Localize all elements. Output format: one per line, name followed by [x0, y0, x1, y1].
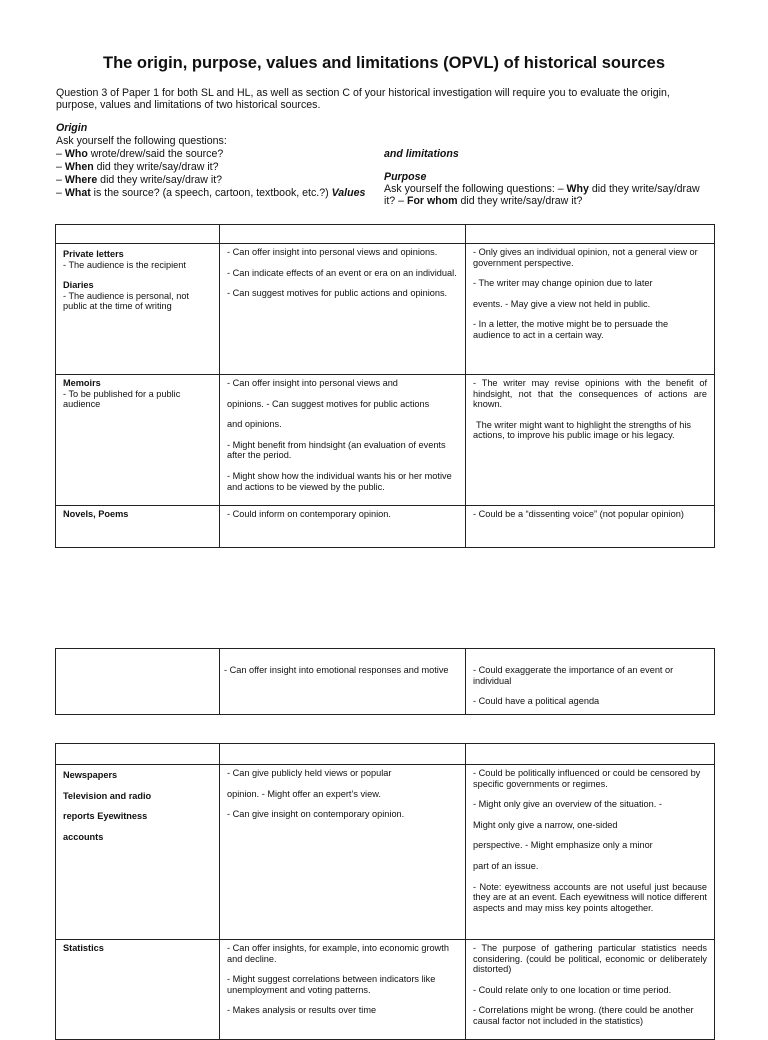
value-item: - Might benefit from hindsight (an evaluation of events after the period.: [227, 439, 446, 461]
limitation-item: events. - May give a view not held in public.: [473, 298, 651, 309]
limitation-item: - Could relate only to one location or time period.: [473, 984, 672, 995]
limitation-item: - Only gives an individual opinion, not a general view or government perspective.: [473, 247, 698, 268]
limitation-item: - Could exaggerate the importance of an event or individual: [473, 665, 674, 686]
values-cell: [220, 375, 466, 506]
source-cell: [56, 940, 220, 1040]
value-item: - Can indicate effects of an event or era on an individual.: [227, 267, 457, 278]
table-row: [56, 649, 715, 715]
source-title: accounts: [63, 831, 104, 842]
table-row: [56, 244, 715, 375]
origin-question-when: – When did they write/say/draw it?: [56, 161, 219, 173]
value-item: - Makes analysis or results over time: [227, 1005, 377, 1016]
source-title: reports Eyewitness: [63, 811, 148, 822]
origin-ask-text: Ask yourself the following questions:: [56, 135, 227, 147]
origin-section: [56, 122, 386, 200]
values-cell: [220, 244, 466, 375]
limitation-item: The writer might want to highlight the strengths of his actions, to improve his public image or his legacy.: [473, 419, 691, 441]
purpose-question-why: Ask yourself the following questions: – Why did they write/say/draw: [384, 183, 700, 195]
limitations-cell: [466, 506, 715, 548]
intro-paragraph: Question 3 of Paper 1 for both SL and HL, as well as section C of your historical investigation will require you to evaluate the origin, purpose, values and limitations of two historical sources.: [56, 87, 670, 111]
value-item: - Could inform on contemporary opinion.: [227, 509, 391, 519]
limitation-item: - Could be politically influenced or could be censored by specific governments or regimes.: [473, 768, 701, 789]
limitations-cell: [466, 649, 715, 715]
table-header-row: [56, 225, 715, 244]
limitations-cell: [466, 244, 715, 375]
purpose-heading: Purpose: [384, 171, 427, 183]
value-item: - Can offer insights, for example, into economic growth and decline.: [227, 943, 449, 964]
table-row: [56, 765, 715, 940]
value-item: opinions. - Can suggest motives for public actions: [227, 398, 430, 409]
limitation-item: part of an issue.: [473, 860, 539, 871]
purpose-question-for-whom: it? – For whom did they write/say/draw it?: [384, 195, 583, 207]
table-row: [56, 375, 715, 506]
opvl-table-3: [55, 743, 715, 1040]
source-title: Private letters: [63, 249, 124, 259]
page-title: The origin, purpose, values and limitations (OPVL) of historical sources: [102, 54, 665, 72]
source-cell: [56, 765, 220, 940]
source-note: - The audience is the recipient: [63, 259, 186, 270]
source-note: - To be published for a public audience: [63, 388, 181, 410]
value-item: - Can give publicly held views or popular: [227, 768, 392, 778]
table-row: [56, 940, 715, 1040]
source-note: - The audience is personal, not public at the time of writing: [63, 290, 189, 312]
values-cell: [220, 765, 466, 940]
value-item: - Might show how the individual wants his or her motive and actions to be viewed by the public.: [227, 470, 452, 492]
source-cell: [56, 506, 220, 548]
value-item: - Can offer insight into emotional responses and motive: [224, 665, 449, 675]
value-item: and opinions.: [227, 419, 282, 430]
limitation-item: perspective. - Might emphasize only a minor: [473, 840, 653, 851]
value-item: opinion. - Might offer an expert’s view.: [227, 788, 381, 799]
source-title: Diaries: [63, 280, 94, 291]
source-title: Memoirs: [63, 378, 101, 388]
opvl-table-2: [55, 648, 715, 715]
purpose-section: [384, 148, 714, 207]
table-row: [56, 506, 715, 548]
limitation-item: Might only give a narrow, one-sided: [473, 819, 618, 830]
values-cell: [220, 940, 466, 1040]
limitation-item: - The purpose of gathering particular statistics needs considering. (could be political, economic or deliberately distorted): [473, 943, 707, 975]
source-cell: [56, 375, 220, 506]
limitation-item: - Note: eyewitness accounts are not useful just because they are at an event. Each eyewitness will notice different aspects and may miss key points altogether.: [473, 881, 707, 913]
origin-question-what: – What is the source? (a speech, cartoon, textbook, etc.?) Values: [56, 187, 366, 199]
limitation-item: - The writer may revise opinions with the benefit of hindsight, not that the consequences of actions are known.: [473, 378, 707, 410]
values-cell: [220, 506, 466, 548]
limitation-item: - Could be a “dissenting voice” (not popular opinion): [473, 509, 684, 519]
limitations-cell: [466, 940, 715, 1040]
source-title: Novels, Poems: [63, 509, 129, 519]
opvl-table-1: [55, 224, 715, 548]
limitation-item: - Might only give an overview of the situation. -: [473, 799, 662, 810]
source-title: Statistics: [63, 943, 104, 953]
limitation-item: - The writer may change opinion due to later: [473, 278, 653, 289]
source-title: Newspapers: [63, 770, 118, 780]
value-item: - Can give insight on contemporary opinion.: [227, 809, 405, 820]
values-cell: [220, 649, 466, 715]
limitations-cell: [466, 375, 715, 506]
origin-heading: Origin: [56, 122, 88, 134]
value-item: - Might suggest correlations between indicators like unemployment and voting patterns.: [227, 974, 436, 995]
value-item: - Can offer insight into personal views and: [227, 378, 398, 388]
source-cell: [56, 649, 220, 715]
origin-question-who: – Who wrote/drew/said the source?: [56, 148, 224, 160]
limitation-item: - In a letter, the motive might be to persuade the audience to act in a certain way.: [473, 319, 669, 340]
limitations-heading: and limitations: [384, 148, 459, 160]
limitation-item: - Correlations might be wrong. (there could be another causal factor not included in the statistics): [473, 1005, 694, 1026]
table-header-row: [56, 744, 715, 765]
values-heading: Values: [331, 187, 366, 199]
limitations-cell: [466, 765, 715, 940]
limitation-item: - Could have a political agenda: [473, 696, 600, 707]
value-item: - Can suggest motives for public actions and opinions.: [227, 288, 448, 299]
origin-question-where: – Where did they write/say/draw it?: [56, 174, 223, 186]
source-cell: [56, 244, 220, 375]
value-item: - Can offer insight into personal views and opinions.: [227, 247, 438, 257]
source-title: Television and radio: [63, 790, 152, 801]
